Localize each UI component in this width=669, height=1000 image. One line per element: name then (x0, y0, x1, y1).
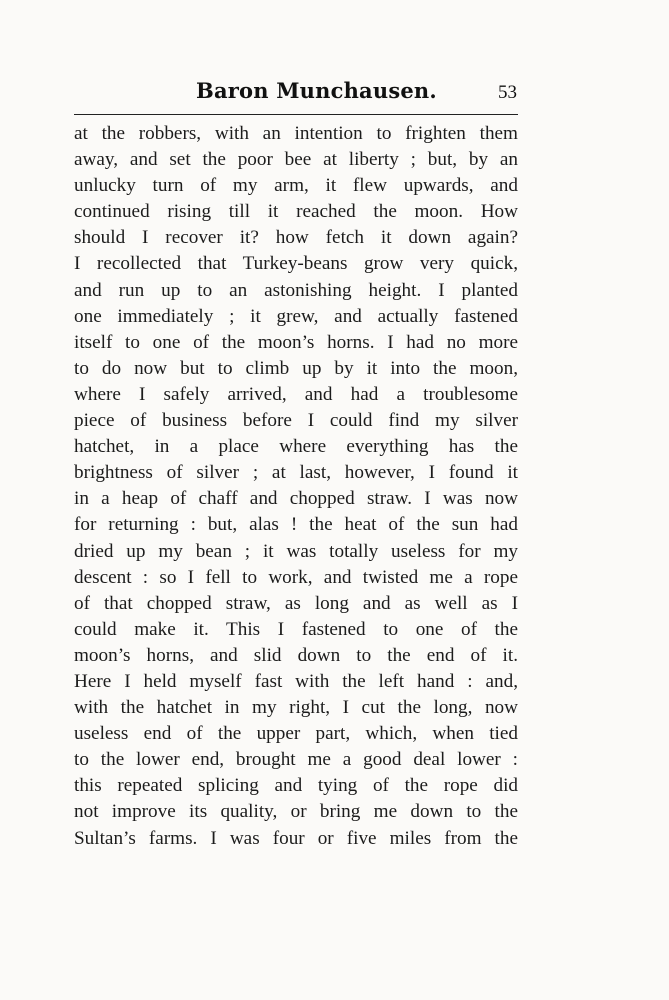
text-line: I recollected that Turkey-beans grow very quick, (74, 253, 518, 275)
text-line: moon’s horns, and slid down to the end of it. (74, 644, 518, 666)
header-rule (74, 114, 518, 115)
text-line: piece of business before I could find my silver (74, 410, 518, 432)
text-line: should I recover it? how fetch it down again? (74, 227, 518, 249)
body-text (74, 121, 518, 852)
text-line: Here I held myself fast with the left hand : and, (74, 670, 518, 692)
text-line: dried up my bean ; it was totally useless for my (74, 540, 518, 562)
text-line: hatchet, in a place where everything has the (74, 436, 518, 458)
text-line: of that chopped straw, as long and as well as I (74, 592, 518, 614)
text-line: with the hatchet in my right, I cut the long, now (74, 697, 518, 719)
text-line: to do now but to climb up by it into the moon, (74, 357, 518, 379)
text-line: not improve its quality, or bring me down to the (74, 801, 518, 823)
text-line: descent : so I fell to work, and twisted me a rope (74, 566, 518, 588)
text-line: where I safely arrived, and had a troublesome (74, 383, 518, 405)
text-line: one immediately ; it grew, and actually fastened (74, 305, 518, 327)
text-line: at the robbers, with an intention to frighten them (74, 123, 518, 144)
text-line: useless end of the upper part, which, when tied (74, 723, 518, 745)
text-line: brightness of silver ; at last, however, I found it (74, 462, 518, 484)
text-line: in a heap of chaff and chopped straw. I was now (74, 488, 518, 510)
running-title: Baron Munchausen. (196, 78, 437, 103)
page-number: 53 (498, 82, 517, 103)
text-line: itself to one of the moon’s horns. I had no more (74, 331, 518, 353)
text-line: to the lower end, brought me a good deal lower : (74, 749, 518, 771)
text-line: continued rising till it reached the moon. How (74, 201, 518, 223)
text-line: unlucky turn of my arm, it flew upwards, and (74, 175, 518, 197)
text-line: Sultan’s farms. I was four or five miles from the (74, 827, 518, 849)
text-line: could make it. This I fastened to one of the (74, 618, 518, 640)
text-line: this repeated splicing and tying of the rope did (74, 775, 518, 797)
text-line: away, and set the poor bee at liberty ; but, by an (74, 149, 518, 171)
text-line: and run up to an astonishing height. I planted (74, 279, 518, 301)
text-line: for returning : but, alas ! the heat of the sun had (74, 514, 518, 536)
